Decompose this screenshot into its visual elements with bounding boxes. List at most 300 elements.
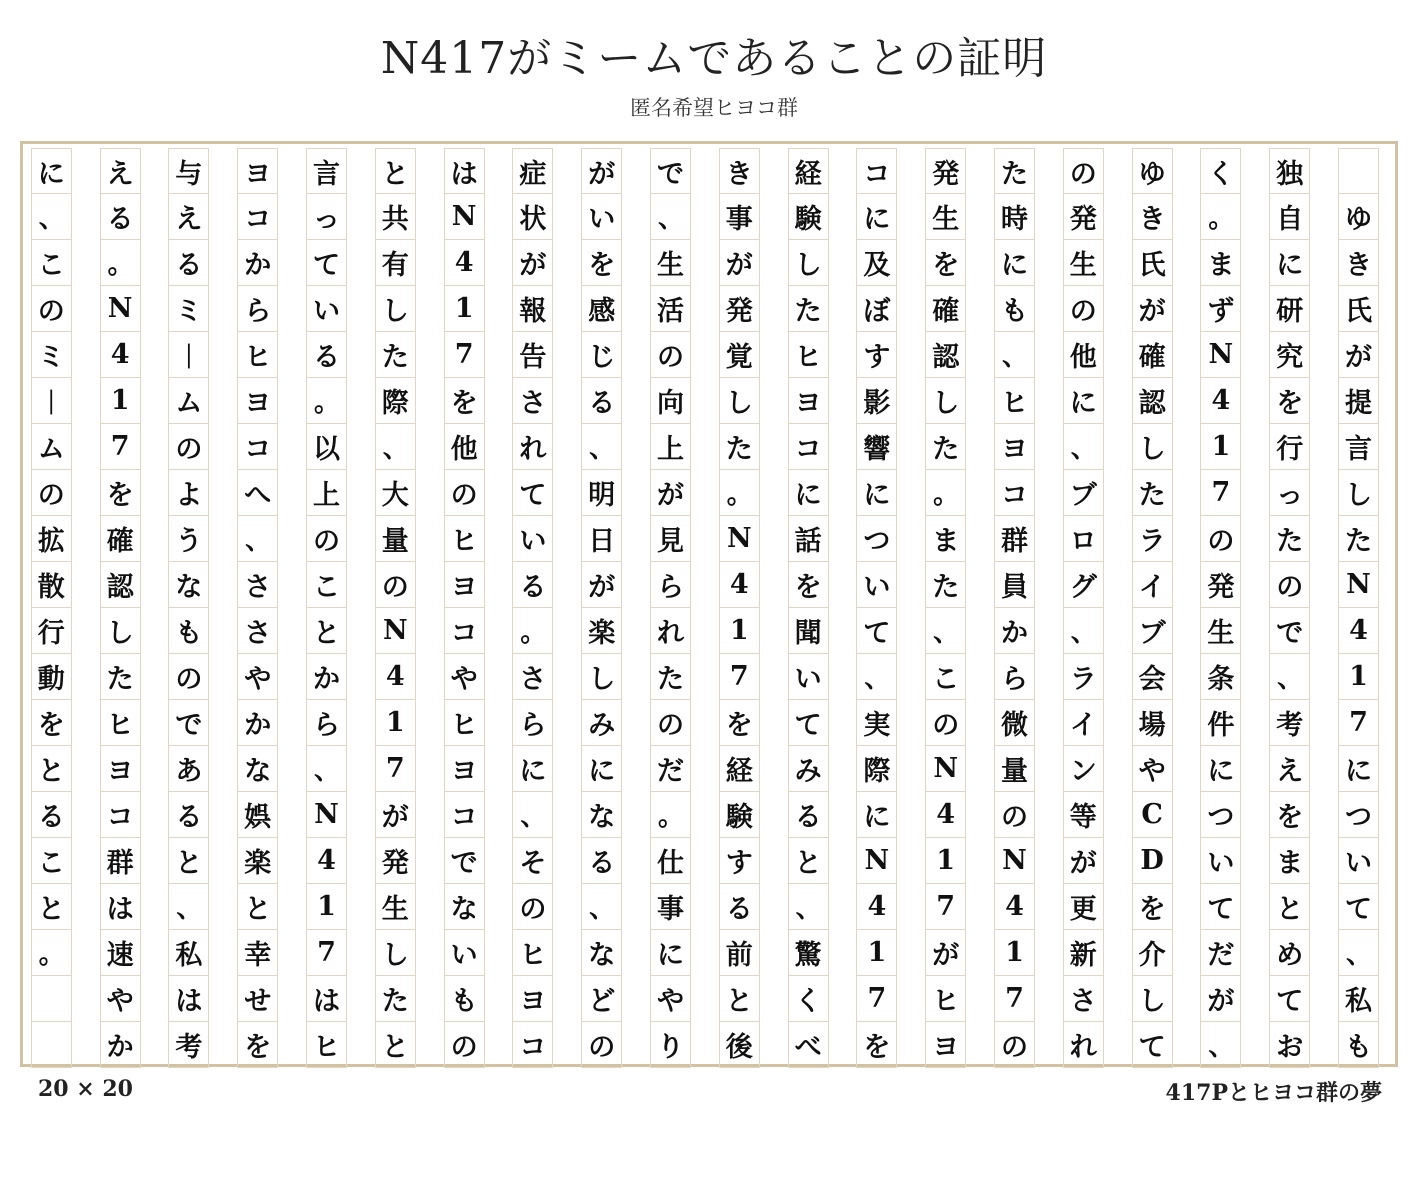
manuscript-cell: た	[1338, 516, 1379, 562]
manuscript-column	[788, 148, 829, 1064]
manuscript-cell: と	[306, 608, 347, 654]
manuscript-cell: に	[1269, 240, 1310, 286]
manuscript-cell: し	[925, 378, 966, 424]
manuscript-cell: み	[581, 700, 622, 746]
manuscript-cell: ヒ	[512, 930, 553, 976]
manuscript-cell: ミ	[168, 286, 209, 332]
manuscript-cell: 日	[581, 516, 622, 562]
manuscript-cell: コ	[512, 1022, 553, 1068]
manuscript-cell: て	[1269, 976, 1310, 1022]
manuscript-cell: 認	[1132, 378, 1173, 424]
manuscript-cell: C	[1132, 792, 1173, 838]
manuscript-cell: だ	[650, 746, 691, 792]
manuscript-cell: の	[31, 286, 72, 332]
manuscript-cell: の	[1200, 516, 1241, 562]
manuscript-cell: ヨ	[925, 1022, 966, 1068]
manuscript-cell: 行	[1269, 424, 1310, 470]
manuscript-cell: 感	[581, 286, 622, 332]
manuscript-cell: に	[856, 194, 897, 240]
manuscript-cell: 群	[994, 516, 1035, 562]
manuscript-cell: 、	[994, 332, 1035, 378]
manuscript-cell: た	[1132, 470, 1173, 516]
manuscript-cell: ヨ	[994, 424, 1035, 470]
manuscript-cell: 1	[306, 884, 347, 930]
manuscript-cell: て	[856, 608, 897, 654]
manuscript-cell: 驚	[788, 930, 829, 976]
manuscript-cell: 、	[237, 516, 278, 562]
manuscript-cell: を	[856, 1022, 897, 1068]
manuscript-cell: て	[306, 240, 347, 286]
manuscript-cell: 話	[788, 516, 829, 562]
manuscript-cell: 聞	[788, 608, 829, 654]
manuscript-cell: の	[168, 424, 209, 470]
manuscript-cell: を	[237, 1022, 278, 1068]
manuscript-cell: 。	[1200, 194, 1241, 240]
manuscript-cell: 量	[994, 746, 1035, 792]
manuscript-cell: 1	[925, 838, 966, 884]
manuscript-cell: 有	[375, 240, 416, 286]
manuscript-cell: 新	[1063, 930, 1104, 976]
manuscript-column	[581, 148, 622, 1064]
manuscript-cell: 実	[856, 700, 897, 746]
manuscript-cell: い	[788, 654, 829, 700]
manuscript-cell: を	[925, 240, 966, 286]
manuscript-cell: を	[719, 700, 760, 746]
manuscript-cell: 、	[168, 884, 209, 930]
manuscript-cell: 7	[444, 332, 485, 378]
manuscript-cell: る	[100, 194, 141, 240]
manuscript-cell: つ	[1200, 792, 1241, 838]
manuscript-cell: 7	[1338, 700, 1379, 746]
manuscript-cell: 報	[512, 286, 553, 332]
manuscript-cell: ヨ	[444, 746, 485, 792]
manuscript-cell: が	[1063, 838, 1104, 884]
manuscript-cell: の	[1269, 562, 1310, 608]
manuscript-cell: 確	[925, 286, 966, 332]
manuscript-cell: 研	[1269, 286, 1310, 332]
manuscript-cell: の	[650, 332, 691, 378]
manuscript-cell: 、	[375, 424, 416, 470]
manuscript-cell: 験	[719, 792, 760, 838]
manuscript-cell: 、	[31, 194, 72, 240]
manuscript-cell: 更	[1063, 884, 1104, 930]
manuscript-cell: せ	[237, 976, 278, 1022]
manuscript-cell: 他	[444, 424, 485, 470]
manuscript-cell: 前	[719, 930, 760, 976]
manuscript-cell: て	[1200, 884, 1241, 930]
manuscript-column	[375, 148, 416, 1064]
manuscript-column	[1338, 148, 1379, 1064]
manuscript-cell: た	[994, 148, 1035, 194]
manuscript-cell: し	[100, 608, 141, 654]
manuscript-cell: 1	[444, 286, 485, 332]
manuscript-cell: で	[168, 700, 209, 746]
manuscript-cell: 7	[306, 930, 347, 976]
manuscript-cell: な	[581, 792, 622, 838]
manuscript-cell: 4	[1200, 378, 1241, 424]
manuscript-cell: 場	[1132, 700, 1173, 746]
manuscript-cell: あ	[168, 746, 209, 792]
manuscript-cell: の	[581, 1022, 622, 1068]
manuscript-cell: の	[444, 1022, 485, 1068]
manuscript-cell: 4	[100, 332, 141, 378]
manuscript-cell: が	[650, 470, 691, 516]
manuscript-cell: の	[994, 792, 1035, 838]
manuscript-column	[994, 148, 1035, 1064]
manuscript-cell: 生	[1063, 240, 1104, 286]
manuscript-cell: は	[168, 976, 209, 1022]
manuscript-cell: 、	[1338, 930, 1379, 976]
manuscript-cell: 事	[650, 884, 691, 930]
manuscript-cell: は	[444, 148, 485, 194]
manuscript-cell: え	[1269, 746, 1310, 792]
manuscript-cell: た	[1269, 516, 1310, 562]
manuscript-cell: ラ	[1063, 654, 1104, 700]
manuscript-cell: 以	[306, 424, 347, 470]
manuscript-cell: や	[444, 654, 485, 700]
manuscript-cell: ま	[1269, 838, 1310, 884]
manuscript-column	[1132, 148, 1173, 1064]
manuscript-cell: 与	[168, 148, 209, 194]
manuscript-cell: っ	[1269, 470, 1310, 516]
manuscript-cell: 。	[719, 470, 760, 516]
manuscript-cell: を	[31, 700, 72, 746]
manuscript-cell: す	[719, 838, 760, 884]
manuscript-cell: ま	[1200, 240, 1241, 286]
grid-size-label: 20 × 20	[38, 1076, 133, 1102]
manuscript-cell: じ	[581, 332, 622, 378]
manuscript-cell: ヒ	[788, 332, 829, 378]
manuscript-cell: て	[1132, 1022, 1173, 1068]
manuscript-cell: 告	[512, 332, 553, 378]
manuscript-column	[650, 148, 691, 1064]
manuscript-cell: 共	[375, 194, 416, 240]
manuscript-cell: 介	[1132, 930, 1173, 976]
manuscript-cell: さ	[512, 654, 553, 700]
manuscript-cell: し	[1338, 470, 1379, 516]
manuscript-cell: る	[512, 562, 553, 608]
manuscript-cell: コ	[237, 194, 278, 240]
manuscript-cell: か	[100, 1022, 141, 1068]
author-name: 匿名希望ヒヨコ群	[630, 96, 798, 120]
manuscript-cell: 大	[375, 470, 416, 516]
manuscript-cell: ヒ	[306, 1022, 347, 1068]
manuscript-cell: 1	[1200, 424, 1241, 470]
manuscript-cell: 4	[925, 792, 966, 838]
manuscript-cell: し	[719, 378, 760, 424]
manuscript-cell: 経	[788, 148, 829, 194]
manuscript-cell: 及	[856, 240, 897, 286]
manuscript-cell: か	[994, 608, 1035, 654]
manuscript-cell: 氏	[1338, 286, 1379, 332]
manuscript-cell: は	[100, 884, 141, 930]
manuscript-cell: 確	[100, 516, 141, 562]
manuscript-cell: N	[719, 516, 760, 562]
manuscript-column	[856, 148, 897, 1064]
manuscript-cell: の	[925, 700, 966, 746]
manuscript-cell: N	[100, 286, 141, 332]
manuscript-cell: き	[719, 148, 760, 194]
manuscript-column	[1200, 148, 1241, 1064]
manuscript-cell: ど	[581, 976, 622, 1022]
manuscript-cell: の	[168, 654, 209, 700]
manuscript-cell: で	[650, 148, 691, 194]
manuscript-cell: た	[788, 286, 829, 332]
manuscript-cell: い	[306, 286, 347, 332]
manuscript-cell: な	[237, 746, 278, 792]
manuscript-column	[444, 148, 485, 1064]
manuscript-cell: や	[237, 654, 278, 700]
manuscript-cell: 散	[31, 562, 72, 608]
manuscript-cell: の	[650, 700, 691, 746]
manuscript-cell: ヒ	[994, 378, 1035, 424]
manuscript-cell: 幸	[237, 930, 278, 976]
manuscript-cell: 、	[306, 746, 347, 792]
manuscript-cell: 拡	[31, 516, 72, 562]
manuscript-cell: る	[581, 378, 622, 424]
manuscript-cell: ら	[650, 562, 691, 608]
manuscript-cell: 見	[650, 516, 691, 562]
manuscript-cell: ぼ	[856, 286, 897, 332]
manuscript-cell: か	[237, 240, 278, 286]
manuscript-cell: が	[1200, 976, 1241, 1022]
manuscript-cell: っ	[306, 194, 347, 240]
manuscript-cell: い	[856, 562, 897, 608]
manuscript-cell: ム	[168, 378, 209, 424]
manuscript-cell: ブ	[1132, 608, 1173, 654]
manuscript-cell: 、	[1063, 424, 1104, 470]
manuscript-cell: 条	[1200, 654, 1241, 700]
manuscript-cell: ら	[512, 700, 553, 746]
manuscript-cell: の	[1063, 286, 1104, 332]
manuscript-cell: を	[581, 240, 622, 286]
manuscript-cell: 1	[1338, 654, 1379, 700]
manuscript-cell: ｜	[168, 332, 209, 378]
manuscript-cell: や	[1132, 746, 1173, 792]
manuscript-cell: か	[306, 654, 347, 700]
manuscript-cell: 認	[100, 562, 141, 608]
manuscript-cell: コ	[444, 792, 485, 838]
manuscript-cell	[31, 976, 72, 1022]
manuscript-cell: は	[306, 976, 347, 1022]
manuscript-cell: ヨ	[444, 562, 485, 608]
manuscript-column	[925, 148, 966, 1064]
manuscript-cell: え	[168, 194, 209, 240]
manuscript-cell: 1	[719, 608, 760, 654]
manuscript-cell: N	[444, 194, 485, 240]
manuscript-cell: し	[375, 286, 416, 332]
manuscript-cell: て	[512, 470, 553, 516]
manuscript-cell: コ	[856, 148, 897, 194]
manuscript-cell: お	[1269, 1022, 1310, 1068]
manuscript-cell: 生	[925, 194, 966, 240]
manuscript-cell: ら	[994, 654, 1035, 700]
manuscript-cell: 。	[925, 470, 966, 516]
manuscript-cell: コ	[100, 792, 141, 838]
manuscript-cell: の	[375, 562, 416, 608]
manuscript-cell: N	[1338, 562, 1379, 608]
manuscript-cell: 確	[1132, 332, 1173, 378]
manuscript-cell: も	[444, 976, 485, 1022]
manuscript-cell: が	[581, 148, 622, 194]
manuscript-cell: や	[650, 976, 691, 1022]
manuscript-cell: べ	[788, 1022, 829, 1068]
manuscript-column	[306, 148, 347, 1064]
manuscript-cell: 言	[1338, 424, 1379, 470]
manuscript-cell: を	[1269, 378, 1310, 424]
manuscript-cell	[31, 1022, 72, 1068]
manuscript-cell: ゆ	[1338, 194, 1379, 240]
manuscript-cell: だ	[1200, 930, 1241, 976]
manuscript-cell: と	[168, 838, 209, 884]
manuscript-cell: も	[1338, 1022, 1379, 1068]
manuscript-cell: ず	[1200, 286, 1241, 332]
manuscript-cell: く	[1200, 148, 1241, 194]
manuscript-cell: 量	[375, 516, 416, 562]
manuscript-column	[237, 148, 278, 1064]
manuscript-cell: る	[168, 792, 209, 838]
manuscript-column	[31, 148, 72, 1064]
manuscript-cell: ム	[31, 424, 72, 470]
manuscript-cell: 発	[375, 838, 416, 884]
manuscript-cell: 活	[650, 286, 691, 332]
manuscript-cell: を	[444, 378, 485, 424]
publication-label: 417Pとヒヨコ群の夢	[1165, 1080, 1382, 1106]
manuscript-cell: の	[512, 884, 553, 930]
manuscript-cell: 生	[1200, 608, 1241, 654]
manuscript-cell: 。	[100, 240, 141, 286]
manuscript-cell: 4	[856, 884, 897, 930]
manuscript-cell: 考	[168, 1022, 209, 1068]
manuscript-cell: ヨ	[237, 148, 278, 194]
manuscript-cell: る	[581, 838, 622, 884]
manuscript-cell: 7	[719, 654, 760, 700]
manuscript-cell: を	[788, 562, 829, 608]
manuscript-cell: ロ	[1063, 516, 1104, 562]
manuscript-cell: 。	[650, 792, 691, 838]
manuscript-cell: 7	[994, 976, 1035, 1022]
manuscript-cell: い	[1200, 838, 1241, 884]
manuscript-cell: が	[581, 562, 622, 608]
manuscript-cell: 4	[306, 838, 347, 884]
manuscript-cell: 4	[444, 240, 485, 286]
manuscript-cell: の	[306, 516, 347, 562]
manuscript-cell: 経	[719, 746, 760, 792]
manuscript-cell: こ	[925, 654, 966, 700]
manuscript-cell: 1	[100, 378, 141, 424]
manuscript-cell: 、	[581, 424, 622, 470]
manuscript-cell: た	[375, 976, 416, 1022]
manuscript-cell: 言	[306, 148, 347, 194]
manuscript-cell: 覚	[719, 332, 760, 378]
manuscript-cell: 症	[512, 148, 553, 194]
manuscript-cell: 等	[1063, 792, 1104, 838]
manuscript-cell: て	[788, 700, 829, 746]
manuscript-cell: N	[375, 608, 416, 654]
manuscript-cell: 発	[925, 148, 966, 194]
manuscript-cell: も	[168, 608, 209, 654]
manuscript-cell: ヨ	[237, 378, 278, 424]
manuscript-cell: と	[237, 884, 278, 930]
manuscript-cell: も	[994, 286, 1035, 332]
manuscript-cell: い	[581, 194, 622, 240]
manuscript-cell: た	[375, 332, 416, 378]
manuscript-cell: 発	[1200, 562, 1241, 608]
manuscript-cell: る	[719, 884, 760, 930]
manuscript-cell: く	[788, 976, 829, 1022]
genkou-manuscript-grid	[20, 141, 1398, 1067]
manuscript-cell: グ	[1063, 562, 1104, 608]
manuscript-cell: ヒ	[100, 700, 141, 746]
manuscript-cell: か	[237, 700, 278, 746]
manuscript-cell: し	[788, 240, 829, 286]
manuscript-cell: さ	[512, 378, 553, 424]
manuscript-cell: 験	[788, 194, 829, 240]
manuscript-cell: に	[994, 240, 1035, 286]
manuscript-cell: 、	[925, 608, 966, 654]
manuscript-cell: さ	[237, 562, 278, 608]
manuscript-cell: 娯	[237, 792, 278, 838]
manuscript-cell: コ	[237, 424, 278, 470]
manuscript-cell: コ	[444, 608, 485, 654]
manuscript-cell: 提	[1338, 378, 1379, 424]
manuscript-cell: 会	[1132, 654, 1173, 700]
manuscript-cell: 件	[1200, 700, 1241, 746]
document-title: N417がミームであることの証明	[380, 33, 1048, 84]
manuscript-cell: 他	[1063, 332, 1104, 378]
manuscript-cell: よ	[168, 470, 209, 516]
manuscript-cell: に	[788, 470, 829, 516]
manuscript-cell: と	[788, 838, 829, 884]
manuscript-cell: の	[444, 470, 485, 516]
manuscript-cell: 独	[1269, 148, 1310, 194]
manuscript-cell: 、	[1269, 654, 1310, 700]
manuscript-cell: に	[856, 792, 897, 838]
manuscript-cell: と	[375, 1022, 416, 1068]
manuscript-cell: が	[925, 930, 966, 976]
manuscript-cell: ヒ	[444, 700, 485, 746]
manuscript-cell: 4	[375, 654, 416, 700]
manuscript-cell: ヨ	[512, 976, 553, 1022]
manuscript-cell: D	[1132, 838, 1173, 884]
manuscript-cell: た	[650, 654, 691, 700]
manuscript-cell: た	[925, 424, 966, 470]
manuscript-cell: な	[444, 884, 485, 930]
manuscript-cell: た	[100, 654, 141, 700]
manuscript-cell: 発	[719, 286, 760, 332]
manuscript-cell: ラ	[1132, 516, 1173, 562]
manuscript-cell: た	[925, 562, 966, 608]
manuscript-cell: 後	[719, 1022, 760, 1068]
manuscript-cell: に	[31, 148, 72, 194]
manuscript-cell: 、	[1063, 608, 1104, 654]
manuscript-cell: き	[1132, 194, 1173, 240]
manuscript-cell: 1	[856, 930, 897, 976]
manuscript-cell: と	[1269, 884, 1310, 930]
manuscript-cell: そ	[512, 838, 553, 884]
manuscript-cell: て	[1338, 884, 1379, 930]
manuscript-cell: に	[856, 470, 897, 516]
manuscript-cell: し	[1132, 976, 1173, 1022]
manuscript-cell: い	[444, 930, 485, 976]
manuscript-cell: へ	[237, 470, 278, 516]
manuscript-cell: 7	[856, 976, 897, 1022]
manuscript-cell: 仕	[650, 838, 691, 884]
manuscript-cell: ま	[925, 516, 966, 562]
manuscript-cell: に	[1338, 746, 1379, 792]
manuscript-cell: が	[1132, 286, 1173, 332]
manuscript-cell: 1	[375, 700, 416, 746]
